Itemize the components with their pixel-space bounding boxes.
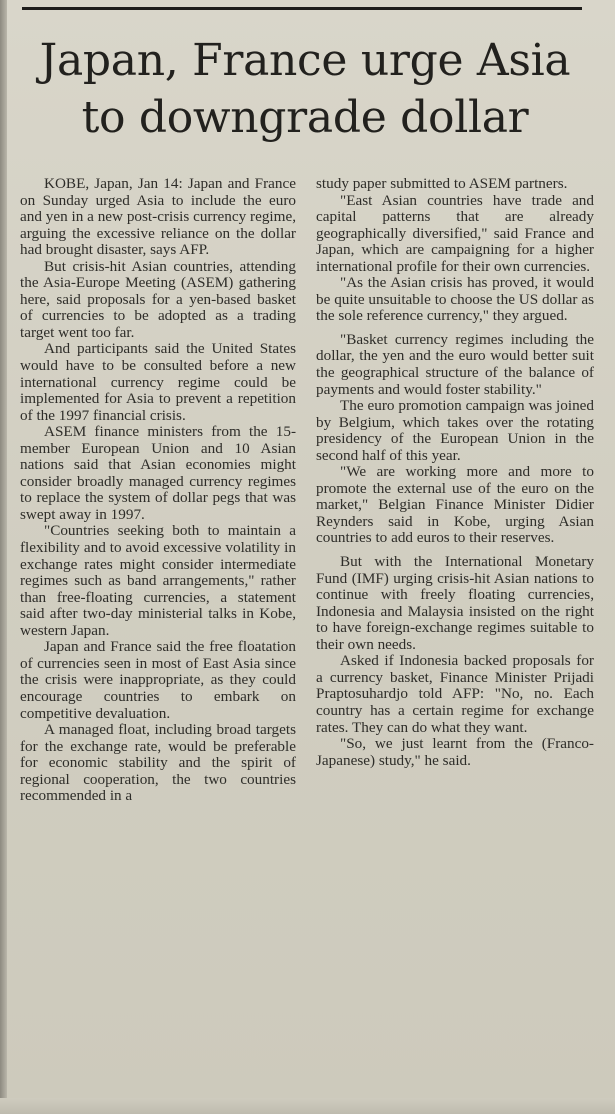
paragraph: "As the Asian crisis has proved, it would be quite unsuitable to choose the US dollar as the sole reference currency," they argued.: [316, 274, 594, 325]
paragraph: But with the International Monetary Fund (IMF) urging crisis-hit Asian nations to continue with freely floating currencies, Indonesia and Malaysia insisted on the right to have foreign-exchange regimes suitable to their own needs.: [316, 553, 594, 653]
headline-line-1: Japan, France urge Asia: [39, 35, 571, 86]
paragraph: The euro promotion campaign was joined by Belgium, which takes over the rotating presidency of the European Union in the second half of this year.: [316, 397, 594, 464]
paragraph: "Countries seeking both to maintain a flexibility and to avoid excessive volatility in exchange rates might consider intermediate regimes such as band arrangements," rather than free-floating currencies, a statement said after two-day ministerial talks in Kobe, western Japan.: [20, 522, 296, 639]
left-column: [20, 176, 296, 805]
top-rule-divider: [22, 7, 582, 10]
paragraph: ASEM finance ministers from the 15-member European Union and 10 Asian nations said that Asian economies might consider broadly managed currency regimes to replace the system of dollar pegs that was swept away in 1997.: [20, 423, 296, 523]
paragraph-continued: study paper submitted to ASEM partners.: [316, 175, 568, 192]
paragraph: And participants said the United States would have to be consulted before a new international currency regime could be implemented for Asia to prevent a repetition of the 1997 financial crisis.: [20, 340, 296, 424]
headline-line-2: to downgrade dollar: [81, 92, 529, 143]
headline: [10, 32, 600, 146]
paragraph: But crisis-hit Asian countries, attending the Asia-Europe Meeting (ASEM) gathering here, said proposals for a yen-based basket of currencies to be adopted as a trading target went too far.: [20, 257, 296, 341]
paragraph: Asked if Indonesia backed proposals for a currency basket, Finance Minister Prijadi Praptosuhardjo told AFP: "No, no. Each country has a certain regime for exchange rates. They can do what they want.: [316, 652, 594, 736]
paragraph: A managed float, including broad targets for the exchange rate, would be preferable for economic stability and the spirit of regional cooperation, the two countries recommended in a: [20, 721, 296, 805]
page-edge-shadow: [0, 0, 7, 1114]
paragraph: "We are working more and more to promote the external use of the euro on the market," Belgian Finance Minister Didier Reynders said in Kobe, urging Asian countries to add euros to their reserves.: [316, 463, 594, 547]
paragraph: KOBE, Japan, Jan 14: Japan and France on Sunday urged Asia to include the euro and yen in a new post-crisis currency regime, arguing the excessive reliance on the dollar had brought disaster, says AFP.: [20, 175, 296, 259]
paragraph: "Basket currency regimes including the dollar, the yen and the euro would better suit the geographical structure of the balance of payments and would foster stability.": [316, 330, 594, 398]
page-bottom-edge: [0, 1098, 615, 1114]
paragraph: "East Asian countries have trade and capital patterns that are already geographically diversified," said France and Japan, which are campaigning for a higher international profile for their own currencies.: [316, 191, 594, 275]
paragraph: "So, we just learnt from the (Franco-Japanese) study," he said.: [316, 735, 594, 769]
paragraph: Japan and France said the free floatation of currencies seen in most of East Asia since the crisis were inappropriate, as they could encourage countries to embark on competitive devaluation.: [20, 638, 296, 722]
right-column: [316, 176, 594, 769]
